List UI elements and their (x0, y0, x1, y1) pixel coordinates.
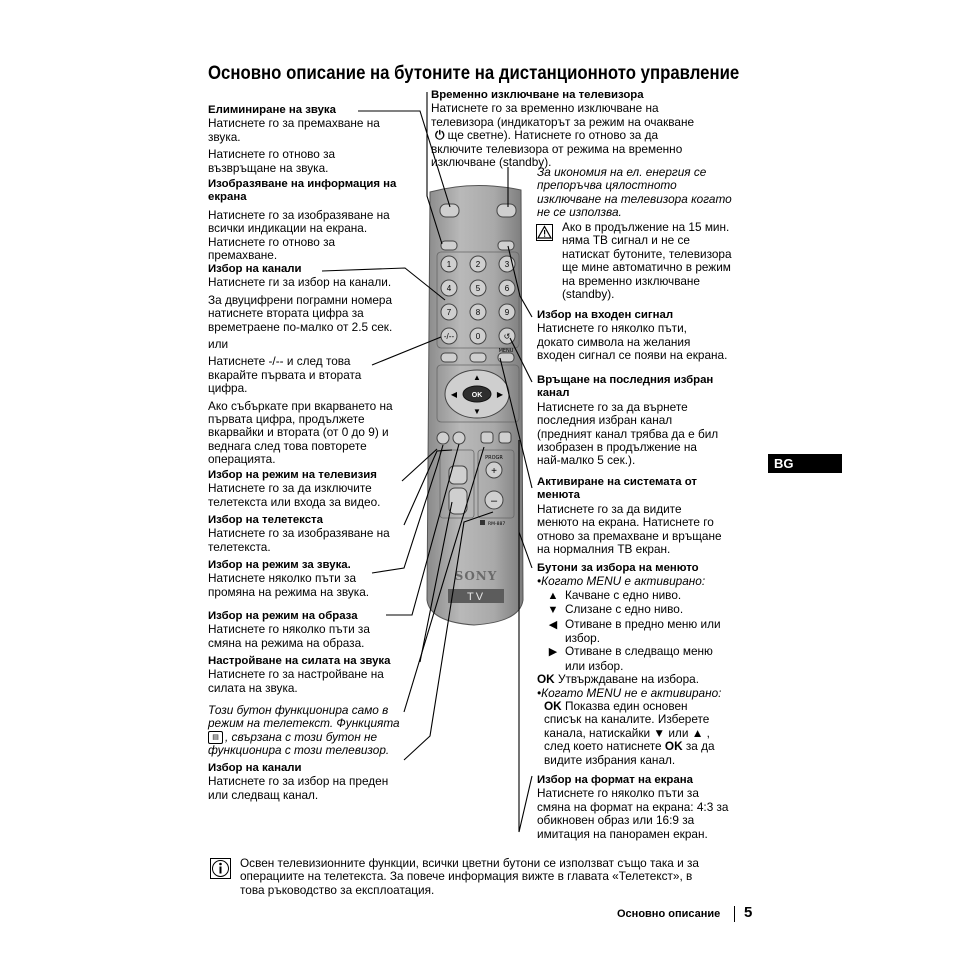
text-line: премахване. (208, 248, 278, 263)
text-line: няма ТВ сигнал и не се (562, 233, 690, 248)
text-line: телетекста. (208, 539, 271, 554)
last-channel-heading: Връщане на последния избран (537, 374, 714, 386)
text-line: препоръчва цялостното (537, 178, 677, 193)
text-line: цифра. (208, 381, 248, 396)
last-channel-heading-2: канал (537, 387, 570, 400)
text-line: За икономия на ел. енергия се (537, 165, 707, 179)
text-line: изключване на телевизора когато (537, 191, 732, 206)
text-line: Натиснете го няколко пъти за (208, 622, 370, 637)
text-line: операцията. (208, 452, 276, 467)
menu-buttons-description: Бутони за избора на менюто •Когато MENU е активирано: ▲ Качване с едно ниво. ▼ Слизане с едно ниво. ◀ Отиване в предно меню или избор. ▶ Отиване в следващо меню или избор. OK Утвърждаване на избора. •Когато MENU не е активирано: OK Показва един основен списък на каналите. Изберете канала, натискайки ▼ или ▲ , след което натиснете OK за да видите избрания канал. (537, 562, 722, 767)
digit-label: -/-- (443, 332, 455, 341)
text-line: за да (682, 739, 715, 754)
arrow-down-icon: ▼ (547, 604, 559, 617)
text-line: това ръководство за експлоатация. (240, 882, 435, 897)
menu-buttons-heading: Бутони за избора на менюто (537, 562, 699, 574)
format-button (499, 432, 511, 443)
standby-heading: Временно изключване на телевизора (431, 89, 644, 101)
digit-label: ↺ (503, 332, 511, 341)
teletext-button (481, 432, 493, 443)
text-line: първата цифра, продължете (208, 412, 365, 427)
text-line: вкарайте първата и втората (208, 367, 362, 382)
digit-label: 6 (504, 284, 510, 293)
text-line: телетекста или входа за видео. (208, 494, 381, 509)
input-button (498, 241, 514, 250)
small-button-left (441, 353, 457, 362)
ok-label: OK (664, 739, 683, 754)
text-line: Натиснете го за настройване на (208, 667, 384, 682)
text-line: видите избрания канал. (544, 752, 676, 767)
text-line: силата на звука. (208, 680, 298, 695)
teletext-heading: Избор на телетекста (208, 514, 323, 526)
digit-label: 4 (446, 284, 452, 293)
channels-heading: Избор на канали (208, 263, 302, 275)
text-line: Натиснете го за да изключите (208, 481, 372, 496)
display-button (441, 241, 457, 250)
digit-label: 2 (475, 260, 481, 269)
page-title: Основно описание на бутоните на дистанционното управление (208, 62, 740, 84)
text-line: изключване (standby). (431, 155, 552, 170)
nav-up-icon: ▲ (473, 373, 481, 382)
ok-text: OK (471, 392, 483, 399)
digit-label: 5 (475, 284, 481, 293)
text-line: след което натиснете (544, 739, 662, 754)
arrow-left-icon: ◀ (548, 618, 558, 631)
text-line: (предният канал трябва да е бил (537, 426, 719, 441)
teletext-icon: ▤ (208, 731, 223, 744)
info-heading: Изобразяване на информация на (208, 178, 397, 190)
page-number: 5 (744, 904, 753, 921)
text-line: Натиснете го за да върнете (537, 399, 688, 414)
text-line: входен сигнал се появи на екрана. (537, 348, 728, 363)
text-line: отново за премахване и връщане (537, 528, 722, 543)
format-heading: Избор на формат на екрана (537, 774, 693, 786)
text-line: , свързана с този бутон не (225, 729, 378, 744)
text-line: Този бутон функционира само в (208, 703, 389, 717)
text-line: Натиснете го за изобразяване на (208, 526, 390, 541)
menu-text: MENU (498, 348, 514, 354)
text-line: изобразен в продължение на (537, 440, 697, 455)
volume-rocker (449, 488, 467, 514)
text-line: най-малко 5 сек.). (537, 453, 636, 468)
text-line: времетраене по-малко от 2.5 сек. (208, 319, 393, 334)
text-line: Натиснете го няколко пъти за (537, 786, 699, 801)
language-tab: BG (768, 454, 842, 473)
ok-label: OK (537, 672, 555, 687)
text-line: операциите на телетекста. За повече информация вижте в главата «Телетекст», в (240, 869, 693, 884)
text-line: ще светне). Натиснете го отново за да (444, 128, 659, 143)
digit-label: 3 (504, 260, 510, 269)
digit-label: 7 (446, 308, 452, 317)
text-line: Натиснете го отново за (208, 234, 336, 249)
nav-right-icon: ▶ (496, 390, 504, 399)
text-line: Слизане с едно ниво. (565, 602, 684, 617)
text-line: възвръщане на звука. (208, 160, 329, 175)
text-line: Освен телевизионните функции, всички цветни бутони се използват също така и за (240, 856, 699, 870)
text-line: натиснете втората цифра за (208, 306, 364, 321)
text-line: имитация на панорамен екран. (537, 826, 708, 841)
text-line: промяна на режима на звука. (208, 584, 370, 599)
arrow-right-icon: ▶ (548, 646, 558, 659)
picture-heading: Избор на режим на образа (208, 610, 358, 622)
text-line: Утвърждаване на избора. (554, 672, 700, 687)
text-line: За двуцифрени пограмни номера (208, 292, 393, 307)
text-line: Натиснете го за премахване на (208, 116, 380, 131)
text-line: Натиснете го няколко пъти, (537, 321, 687, 336)
digit-label: 1 (446, 260, 452, 269)
text-line: Показва един основен (561, 699, 688, 714)
text-line: Натиснете го за временно изключване на (431, 101, 659, 116)
text-line: Качване с едно ниво. (565, 587, 682, 602)
brand-logo: SONY (454, 569, 498, 583)
info-heading-2: екрана (208, 191, 247, 204)
text-line: или (208, 337, 229, 352)
text-line: Натиснете ги за избор на канали. (208, 275, 392, 290)
arrow-up-icon: ▲ (547, 589, 559, 602)
progchan-heading: Избор на канали (208, 762, 302, 774)
menu-heading-2: менюта (537, 489, 580, 502)
text-line: списък на каналите. Изберете (544, 712, 710, 727)
text-line: функционира с този телевизор. (208, 743, 390, 758)
text-line: веднага след това повторете (208, 438, 367, 453)
minus-icon: – (490, 495, 498, 507)
sound-mode-button (437, 432, 449, 444)
arrow-up-icon: ▲ (691, 725, 704, 740)
text-line: телевизора (индикаторът за режим на очакване (431, 114, 695, 129)
power-button (497, 204, 516, 217)
text-line: не се използва. (537, 205, 622, 220)
nav-left-icon: ◀ (450, 390, 458, 399)
text-line: или избор. (565, 658, 624, 673)
power-icon: ⏻ (435, 128, 445, 143)
input-heading: Избор на входен сигнал (537, 309, 674, 321)
nav-down-icon: ▼ (473, 407, 481, 416)
text-line: Отиване в следващо меню (565, 644, 713, 659)
text-line: Натиснете няколко пъти за (208, 571, 357, 586)
footer-section: Основно описание (617, 908, 721, 920)
text-line: последния избран канал (537, 413, 673, 428)
digit-label: 9 (504, 308, 510, 317)
text-line: смяна на формат на екрана: 4:3 за (537, 799, 729, 814)
text-line: смяна на режима на образа. (208, 635, 365, 650)
text-line: режим на телетекст. Функцията (208, 716, 400, 731)
text-line: или (668, 725, 689, 740)
text-line: вкарвайки и втората (от 0 до 9) и (208, 425, 389, 440)
text-line: или следващ канал. (208, 787, 319, 802)
plus-icon: + (491, 466, 497, 477)
volume-heading: Настройване на силата на звука (208, 655, 391, 667)
tvmode-heading: Избор на режим на телевизия (208, 469, 377, 481)
text-line: Натиснете го за избор на преден (208, 774, 389, 789)
tv-label: TV (466, 591, 486, 603)
text-line: канала, натискайки (544, 725, 651, 740)
text-line: Натиснете -/-- и след това (208, 354, 351, 369)
text-line: обикновен образ или 16:9 за (537, 813, 695, 828)
menu-heading: Активиране на системата от (537, 476, 697, 488)
text-line: натискат бутоните, телевизора (562, 246, 732, 261)
text-line: Ако събъркате при вкарването на (208, 398, 393, 413)
sound-heading: Избор на режим за звука. (208, 559, 351, 571)
picture-mode-button (453, 432, 465, 444)
text-line: •Когато MENU не е активирано: (537, 685, 722, 700)
text-line: ще мине автоматично в режим (562, 260, 731, 275)
text-line: звука. (208, 129, 241, 144)
text-line: докато символа на желания (537, 334, 691, 349)
digit-label: 0 (475, 332, 481, 341)
digit-label: 8 (475, 308, 481, 317)
text-line: на нормалния ТВ екран. (537, 542, 671, 557)
text-line: Натиснете го за изобразяване на (208, 207, 390, 222)
model-mark (480, 520, 485, 525)
text-line: менюто на екрана. Натиснете го (537, 515, 714, 530)
arrow-down-icon: ▼ (653, 725, 666, 740)
model-text: RM-887 (488, 522, 506, 527)
text-line: (standby). (562, 287, 615, 302)
text-line: всички индикации на екрана. (208, 221, 368, 236)
text-line: включите телевизора от режима на временно (431, 141, 683, 156)
text-line: Ако в продължение на 15 мин. (562, 220, 730, 234)
ok-label: OK (544, 699, 562, 714)
text-line: избор. (565, 631, 601, 646)
text-line: на временно изключване (562, 273, 700, 288)
mute-heading: Елиминиране на звука (208, 104, 336, 116)
text-line: Отиване в предно меню или (565, 616, 721, 631)
text-line: Натиснете го отново за (208, 147, 336, 162)
text-line: Натиснете го за да видите (537, 501, 682, 516)
small-button-mid (470, 353, 486, 362)
text-line: •Когато MENU е активирано: (537, 574, 706, 589)
progr-text: PROGR (485, 455, 503, 461)
